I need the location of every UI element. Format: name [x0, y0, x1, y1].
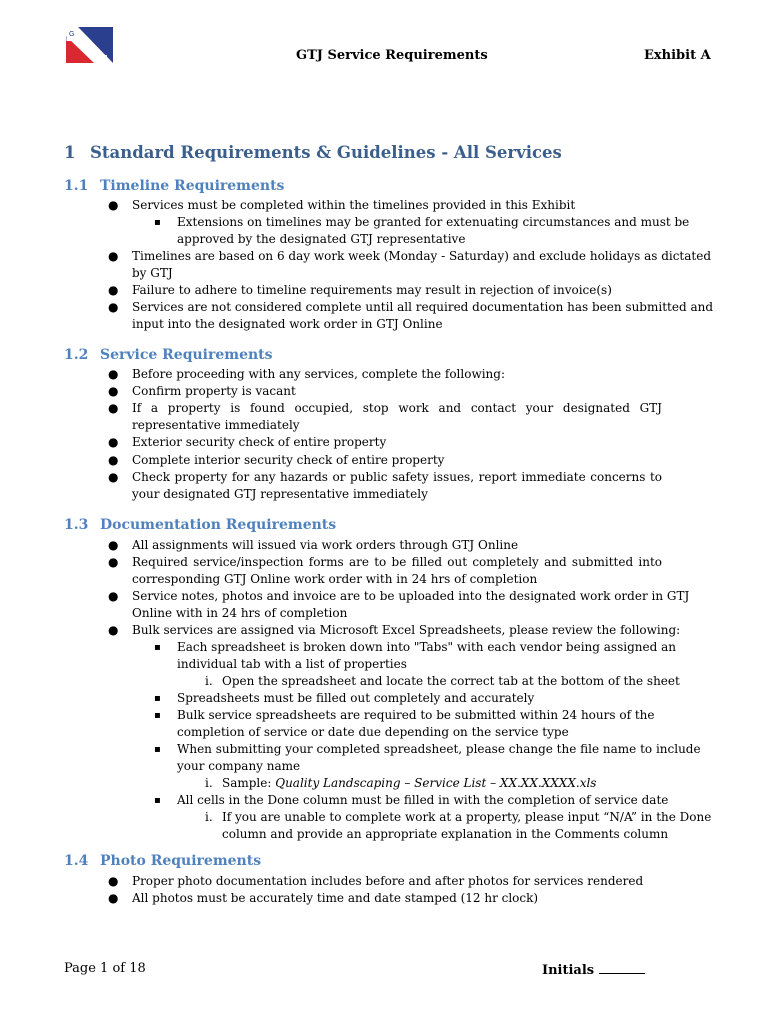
- logo-letter-g: G: [69, 31, 75, 38]
- initials-label: Initials: [542, 963, 595, 978]
- section-1-4-heading: [64, 853, 261, 869]
- square-bullet-icon: ▪: [154, 693, 161, 704]
- square-bullet-icon: ▪: [154, 795, 161, 806]
- list-item: Open the spreadsheet and locate the correct tab at the bottom of the sheet: [222, 674, 680, 688]
- gtj-logo: [66, 27, 113, 63]
- square-bullet-icon: ▪: [154, 642, 161, 653]
- list-item: Exterior security check of entire property: [132, 435, 387, 449]
- bullet-icon: ●: [108, 401, 119, 415]
- initials-blank: [599, 961, 645, 974]
- list-item-cont: individual tab with a list of properties: [177, 657, 407, 671]
- list-item: Services are not considered complete until all required documentation has been submitted and: [132, 300, 714, 314]
- bullet-icon: ●: [108, 538, 119, 552]
- header-title: GTJ Service Requirements: [296, 48, 488, 63]
- page-number: Page 1 of 18: [64, 961, 146, 976]
- list-item: When submitting your completed spreadsheet, please change the file name to include: [177, 742, 701, 756]
- bullet-icon: ●: [108, 384, 119, 398]
- list-item: Proper photo documentation includes before and after photos for services rendered: [132, 874, 644, 888]
- section-1-3-number: 1.3: [64, 517, 89, 533]
- list-item: Bulk service spreadsheets are required to be submitted within 24 hours of the: [177, 708, 655, 722]
- section-1-1-number: 1.1: [64, 178, 89, 194]
- bullet-icon: ●: [108, 300, 119, 314]
- list-item: Failure to adhere to timeline requirements may result in rejection of invoice(s): [132, 283, 612, 297]
- section-1-4-title: Photo Requirements: [100, 853, 262, 869]
- bullet-icon: ●: [108, 623, 119, 637]
- bullet-icon: ●: [108, 198, 119, 212]
- list-item-cont: your designated GTJ representative immediately: [132, 487, 428, 501]
- section-1-2-title: Service Requirements: [100, 347, 273, 363]
- section-1-3-heading: [64, 517, 336, 533]
- list-item: If a property is found occupied, stop work and contact your designated GTJ: [132, 401, 662, 415]
- list-item: Services must be completed within the timelines provided in this Exhibit: [132, 198, 576, 212]
- logo-letter-j: J: [104, 55, 108, 62]
- section-1-2-number: 1.2: [64, 347, 89, 363]
- list-item: Extensions on timelines may be granted for extenuating circumstances and must be: [177, 215, 690, 229]
- roman-numeral: i.: [205, 776, 213, 790]
- list-item-cont: approved by the designated GTJ representative: [177, 232, 466, 246]
- list-item: All photos must be accurately time and date stamped (12 hr clock): [132, 891, 539, 905]
- section-1-heading: [64, 143, 562, 162]
- list-item-cont: column and provide an appropriate explanation in the Comments column: [222, 827, 669, 841]
- list-item: Complete interior security check of entire property: [132, 453, 445, 467]
- sample-label: Sample:: [222, 776, 276, 790]
- sample-filename: Quality Landscaping – Service List – XX.XX.XXXX.xls: [275, 776, 597, 790]
- square-bullet-icon: ▪: [154, 744, 161, 755]
- list-item: Bulk services are assigned via Microsoft Excel Spreadsheets, please review the following:: [132, 623, 681, 637]
- bullet-icon: ●: [108, 874, 119, 888]
- roman-numeral: i.: [205, 674, 213, 688]
- bullet-icon: ●: [108, 283, 119, 297]
- bullet-icon: ●: [108, 555, 119, 569]
- section-1-title: Standard Requirements & Guidelines - All Services: [90, 143, 562, 162]
- section-1-4-number: 1.4: [64, 853, 89, 869]
- list-item: Confirm property is vacant: [132, 384, 296, 398]
- list-item-cont: corresponding GTJ Online work order with in 24 hrs of completion: [132, 572, 538, 586]
- list-item: Before proceeding with any services, complete the following:: [132, 367, 506, 381]
- bullet-icon: ●: [108, 453, 119, 467]
- list-item-cont: representative immediately: [132, 418, 300, 432]
- list-item: Spreadsheets must be filled out completely and accurately: [177, 691, 535, 705]
- bullet-icon: ●: [108, 891, 119, 905]
- list-item: [222, 775, 596, 792]
- list-item: Check property for any hazards or public safety issues, report immediate concerns to: [132, 470, 662, 484]
- square-bullet-icon: ▪: [154, 710, 161, 721]
- bullet-icon: ●: [108, 367, 119, 381]
- bullet-icon: ●: [108, 249, 119, 263]
- header-exhibit: Exhibit A: [644, 48, 711, 63]
- list-item: Timelines are based on 6 day work week (Monday - Saturday) and exclude holidays as dictated: [132, 249, 712, 263]
- logo-letter-t: T: [84, 44, 89, 51]
- list-item: All cells in the Done column must be filled in with the completion of service date: [177, 793, 669, 807]
- list-item: Required service/inspection forms are to be filled out completely and submitted into: [132, 555, 662, 569]
- section-1-1-heading: [64, 178, 284, 194]
- bullet-icon: ●: [108, 470, 119, 484]
- list-item: If you are unable to complete work at a property, please input “N/A” in the Done: [222, 810, 712, 824]
- list-item: All assignments will issued via work orders through GTJ Online: [132, 538, 519, 552]
- list-item-cont: Online with in 24 hrs of completion: [132, 606, 348, 620]
- section-1-3-title: Documentation Requirements: [100, 517, 337, 533]
- list-item-cont: by GTJ: [132, 266, 173, 280]
- section-1-1-title: Timeline Requirements: [100, 178, 285, 194]
- roman-numeral: i.: [205, 810, 213, 824]
- list-item: Each spreadsheet is broken down into "Tabs" with each vendor being assigned an: [177, 640, 676, 654]
- initials-field: [542, 961, 645, 978]
- list-item-cont: input into the designated work order in GTJ Online: [132, 317, 443, 331]
- list-item-cont: completion of service or date due depending on the service type: [177, 725, 569, 739]
- list-item: Service notes, photos and invoice are to be uploaded into the designated work order in GTJ: [132, 589, 690, 603]
- list-item-cont: your company name: [177, 759, 301, 773]
- bullet-icon: ●: [108, 589, 119, 603]
- square-bullet-icon: ▪: [154, 217, 161, 228]
- section-1-number: 1: [64, 143, 76, 162]
- bullet-icon: ●: [108, 435, 119, 449]
- section-1-2-heading: [64, 347, 273, 363]
